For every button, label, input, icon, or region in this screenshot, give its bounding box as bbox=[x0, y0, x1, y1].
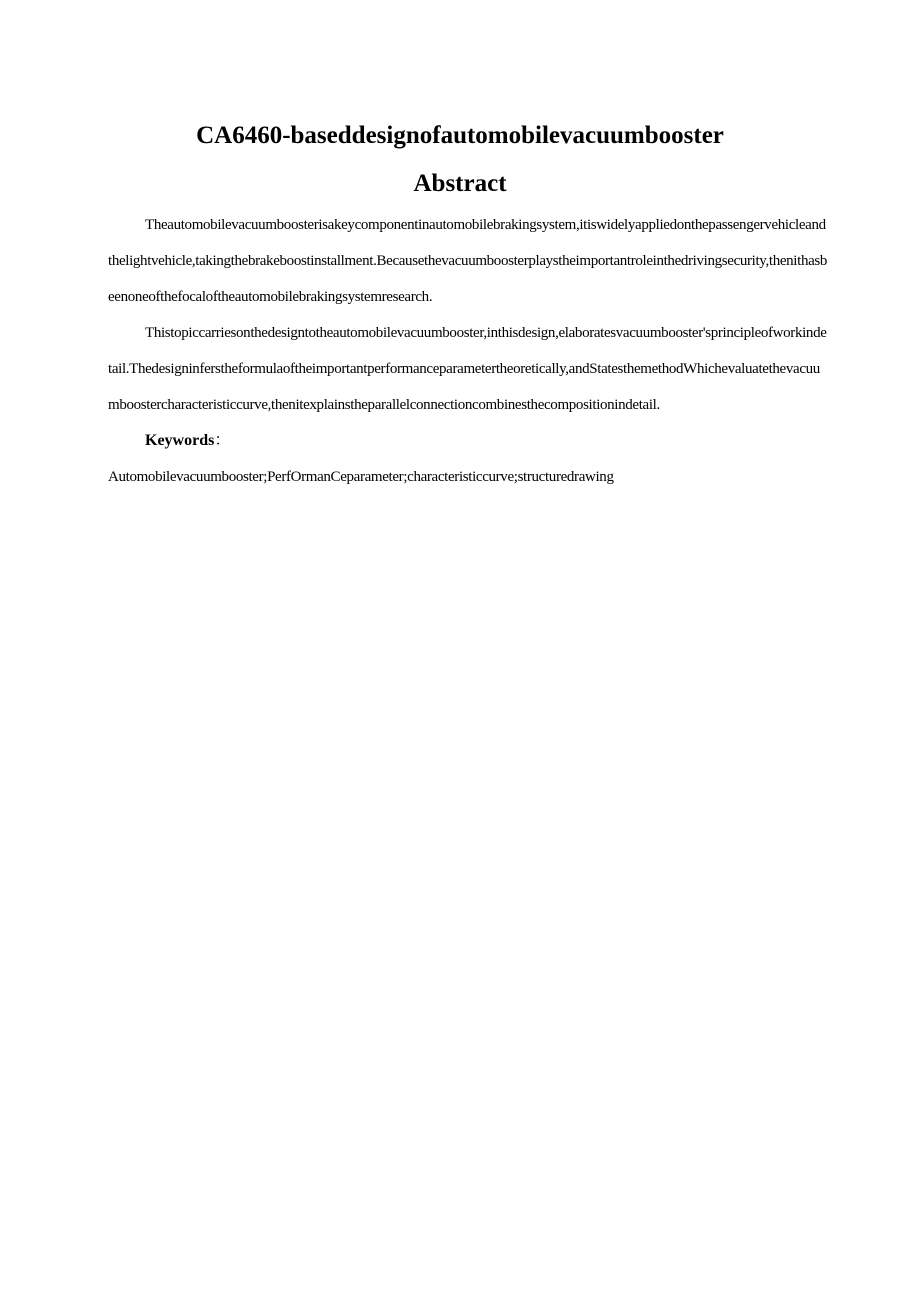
abstract-body bbox=[108, 207, 828, 495]
keywords-heading bbox=[108, 423, 828, 459]
keywords-separator: ： bbox=[214, 432, 231, 449]
keywords-label: Keywords bbox=[145, 432, 215, 449]
keywords-list: Automobilevacuumbooster;PerfOrmanCeparameter;characteristiccurve;structuredrawing bbox=[108, 469, 614, 485]
abstract-paragraph-2: Thistopiccarriesonthedesigntotheautomobilevacuumbooster,inthisdesign,elaboratesvacuumbooster'sprincipleofworkindetail.Thedesigninferstheformulaoftheimportantperformanceparametertheoretically,andStatesthemethodWhichevaluatethevacuumboostercharacteristiccurve,thenitexplainstheparallelconnectioncombinesthecompositionindetail. bbox=[108, 325, 827, 413]
abstract-paragraph-1: Theautomobilevacuumboosterisakeycomponentinautomobilebrakingsystem,itiswidelyappliedonthepassengervehicleandthelightvehicle,takingthebrakeboostinstallment.Becausethevacuumboosterplaystheimportantroleinthedrivingsecurity,thenithasbeenoneofthefocaloftheautomobilebrakingsystemresearch. bbox=[108, 217, 828, 305]
document-title: CA6460-baseddesignofautomobilevacuumbooster bbox=[196, 122, 724, 149]
abstract-heading: Abstract bbox=[413, 170, 507, 197]
